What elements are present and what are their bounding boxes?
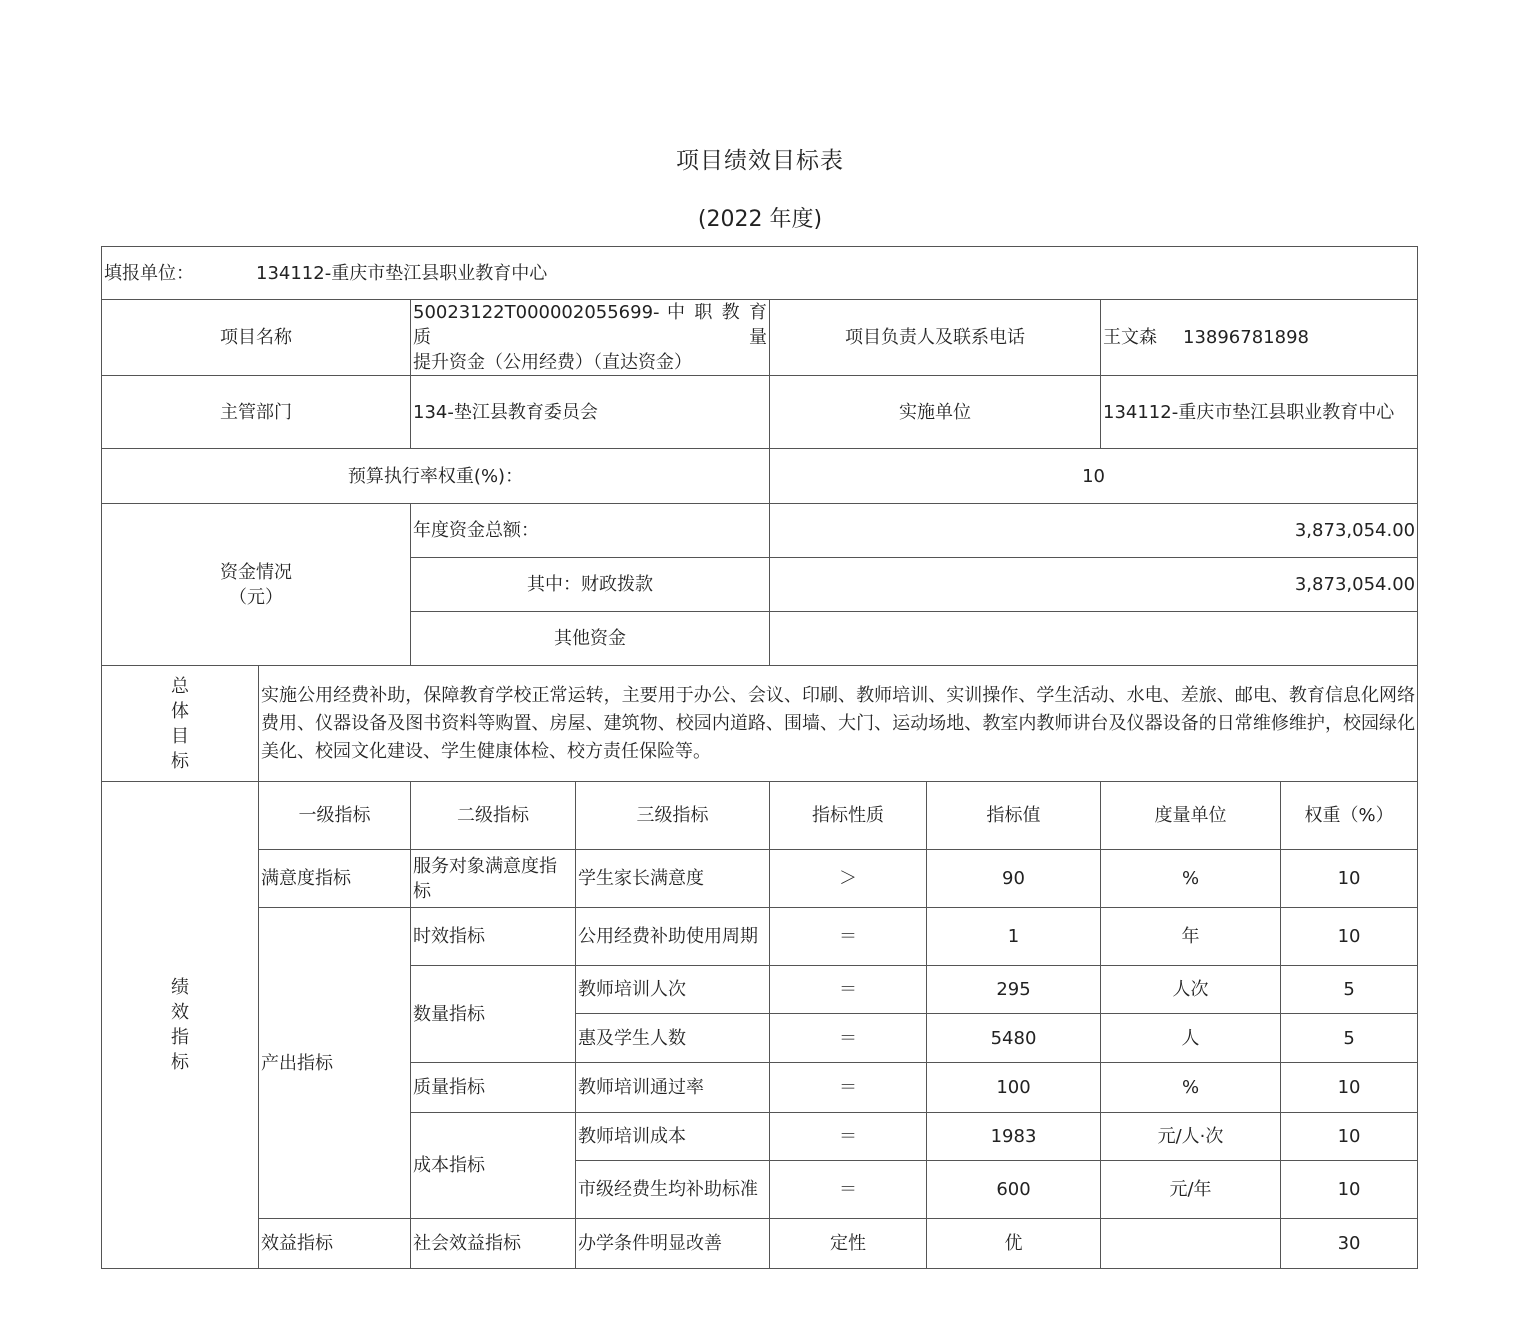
value-cell: 1 bbox=[927, 908, 1101, 966]
column-header-level1: 一级指标 bbox=[259, 782, 411, 850]
unit-cell: % bbox=[1101, 1063, 1281, 1113]
level2-social: 社会效益指标 bbox=[411, 1219, 576, 1269]
funds-label bbox=[102, 504, 411, 666]
value-cell: 600 bbox=[927, 1161, 1101, 1219]
level2-service: 服务对象满意度指标 bbox=[411, 850, 576, 908]
page-subtitle: (2022 年度) bbox=[697, 207, 823, 232]
nature-cell: ＝ bbox=[770, 966, 927, 1014]
performance-indicator-label-char: 指 bbox=[171, 1027, 189, 1048]
nature-cell: ＝ bbox=[770, 1063, 927, 1113]
funds-total-value: 3,873,054.00 bbox=[770, 504, 1418, 558]
value-cell: 5480 bbox=[927, 1014, 1101, 1063]
column-header-level2: 二级指标 bbox=[411, 782, 576, 850]
weight-cell: 5 bbox=[1281, 966, 1418, 1014]
project-name-label: 项目名称 bbox=[102, 300, 411, 376]
performance-indicator-label-char: 标 bbox=[171, 1052, 189, 1073]
overall-goal-label bbox=[102, 666, 259, 782]
unit-cell bbox=[1101, 1219, 1281, 1269]
weight-cell: 5 bbox=[1281, 1014, 1418, 1063]
table-row bbox=[102, 1219, 1418, 1269]
unit-cell: 元/人·次 bbox=[1101, 1113, 1281, 1161]
level2-cost: 成本指标 bbox=[411, 1113, 576, 1219]
level2-quality: 质量指标 bbox=[411, 1063, 576, 1113]
project-name-value bbox=[411, 300, 770, 376]
project-manager-label: 项目负责人及联系电话 bbox=[770, 300, 1101, 376]
project-manager-name: 王文森 bbox=[1103, 327, 1157, 348]
weight-cell: 10 bbox=[1281, 850, 1418, 908]
value-cell: 1983 bbox=[927, 1113, 1101, 1161]
unit-cell: 元/年 bbox=[1101, 1161, 1281, 1219]
level3-cell: 教师培训人次 bbox=[576, 966, 770, 1014]
indicator-header-row bbox=[102, 782, 1418, 850]
project-name-line2: 提升资金（公用经费）（直达资金） bbox=[413, 352, 692, 373]
reporting-unit-value: 134112-重庆市垫江县职业教育中心 bbox=[256, 262, 548, 284]
funds-other-value bbox=[770, 612, 1418, 666]
level3-cell: 教师培训通过率 bbox=[576, 1063, 770, 1113]
funds-label-line1: 资金情况 bbox=[220, 561, 292, 583]
nature-cell: 定性 bbox=[770, 1219, 927, 1269]
level2-quantity: 数量指标 bbox=[411, 966, 576, 1063]
value-cell: 优 bbox=[927, 1219, 1101, 1269]
department-value: 134-垫江县教育委员会 bbox=[411, 376, 770, 449]
project-manager-cell bbox=[1101, 300, 1418, 376]
column-header-unit: 度量单位 bbox=[1101, 782, 1281, 850]
project-name-line1: 50023122T000002055699- 中 职 教 育 质 量 bbox=[413, 302, 767, 348]
department-row bbox=[102, 376, 1418, 449]
funds-total-row bbox=[102, 504, 1418, 558]
unit-cell: % bbox=[1101, 850, 1281, 908]
value-cell: 100 bbox=[927, 1063, 1101, 1113]
level3-cell: 惠及学生人数 bbox=[576, 1014, 770, 1063]
budget-rate-value: 10 bbox=[770, 449, 1418, 504]
level3-cell: 教师培训成本 bbox=[576, 1113, 770, 1161]
value-cell: 295 bbox=[927, 966, 1101, 1014]
nature-cell: ＝ bbox=[770, 1014, 927, 1063]
page-title: 项目绩效目标表 bbox=[676, 148, 844, 174]
reporting-unit-label: 填报单位： bbox=[104, 262, 194, 284]
implementing-unit-label: 实施单位 bbox=[770, 376, 1101, 449]
implementing-unit-value: 134112-重庆市垫江县职业教育中心 bbox=[1101, 376, 1418, 449]
nature-cell: ＞ bbox=[770, 850, 927, 908]
column-header-level3: 三级指标 bbox=[576, 782, 770, 850]
weight-cell: 10 bbox=[1281, 1161, 1418, 1219]
budget-rate-row bbox=[102, 449, 1418, 504]
unit-cell: 年 bbox=[1101, 908, 1281, 966]
overall-goal-label-char: 目 bbox=[171, 725, 189, 747]
weight-cell: 10 bbox=[1281, 1113, 1418, 1161]
funds-fiscal-value: 3,873,054.00 bbox=[770, 558, 1418, 612]
level3-cell: 公用经费补助使用周期 bbox=[576, 908, 770, 966]
unit-cell: 人 bbox=[1101, 1014, 1281, 1063]
table-row bbox=[102, 908, 1418, 966]
funds-total-label: 年度资金总额： bbox=[411, 504, 770, 558]
funds-label-line2: （元） bbox=[229, 586, 283, 608]
project-name-row bbox=[102, 300, 1418, 376]
overall-goal-label-char: 总 bbox=[171, 675, 189, 697]
reporting-unit-cell bbox=[102, 247, 1418, 300]
reporting-unit-row bbox=[102, 247, 1418, 300]
level2-timeliness: 时效指标 bbox=[411, 908, 576, 966]
performance-indicator-label-char: 效 bbox=[171, 1002, 189, 1023]
unit-cell: 人次 bbox=[1101, 966, 1281, 1014]
level1-satisfaction: 满意度指标 bbox=[259, 850, 411, 908]
nature-cell: ＝ bbox=[770, 1161, 927, 1219]
weight-cell: 10 bbox=[1281, 908, 1418, 966]
overall-goal-row bbox=[102, 666, 1418, 782]
budget-rate-label: 预算执行率权重(%)： bbox=[102, 449, 770, 504]
column-header-weight: 权重（%） bbox=[1281, 782, 1418, 850]
column-header-nature: 指标性质 bbox=[770, 782, 927, 850]
value-cell: 90 bbox=[927, 850, 1101, 908]
performance-indicator-label bbox=[102, 782, 259, 1269]
overall-goal-label-char: 标 bbox=[171, 750, 189, 772]
table-row bbox=[102, 850, 1418, 908]
overall-goal-text: 实施公用经费补助，保障教育学校正常运转，主要用于办公、会议、印刷、教师培训、实训操作、学生活动、水电、差旅、邮电、教育信息化网络费用、仪器设备及图书资料等购置、房屋、建筑物、校园内道路、围墙、大门、运动场地、教室内教师讲台及仪器设备的日常维修维护，校园绿化美化、校园文化建设、学生健康体检、校方责任保险等。 bbox=[259, 666, 1418, 782]
overall-goal-label-char: 体 bbox=[171, 700, 189, 722]
department-label: 主管部门 bbox=[102, 376, 411, 449]
performance-target-table bbox=[101, 246, 1418, 1269]
level3-cell: 市级经费生均补助标准 bbox=[576, 1161, 770, 1219]
weight-cell: 30 bbox=[1281, 1219, 1418, 1269]
nature-cell: ＝ bbox=[770, 1113, 927, 1161]
level1-benefit: 效益指标 bbox=[259, 1219, 411, 1269]
level3-cell: 学生家长满意度 bbox=[576, 850, 770, 908]
funds-other-label: 其他资金 bbox=[411, 612, 770, 666]
weight-cell: 10 bbox=[1281, 1063, 1418, 1113]
column-header-value: 指标值 bbox=[927, 782, 1101, 850]
funds-fiscal-label: 其中：财政拨款 bbox=[411, 558, 770, 612]
nature-cell: ＝ bbox=[770, 908, 927, 966]
level1-output: 产出指标 bbox=[259, 908, 411, 1219]
project-manager-phone: 13896781898 bbox=[1183, 327, 1309, 348]
level3-cell: 办学条件明显改善 bbox=[576, 1219, 770, 1269]
performance-indicator-label-char: 绩 bbox=[171, 977, 189, 998]
